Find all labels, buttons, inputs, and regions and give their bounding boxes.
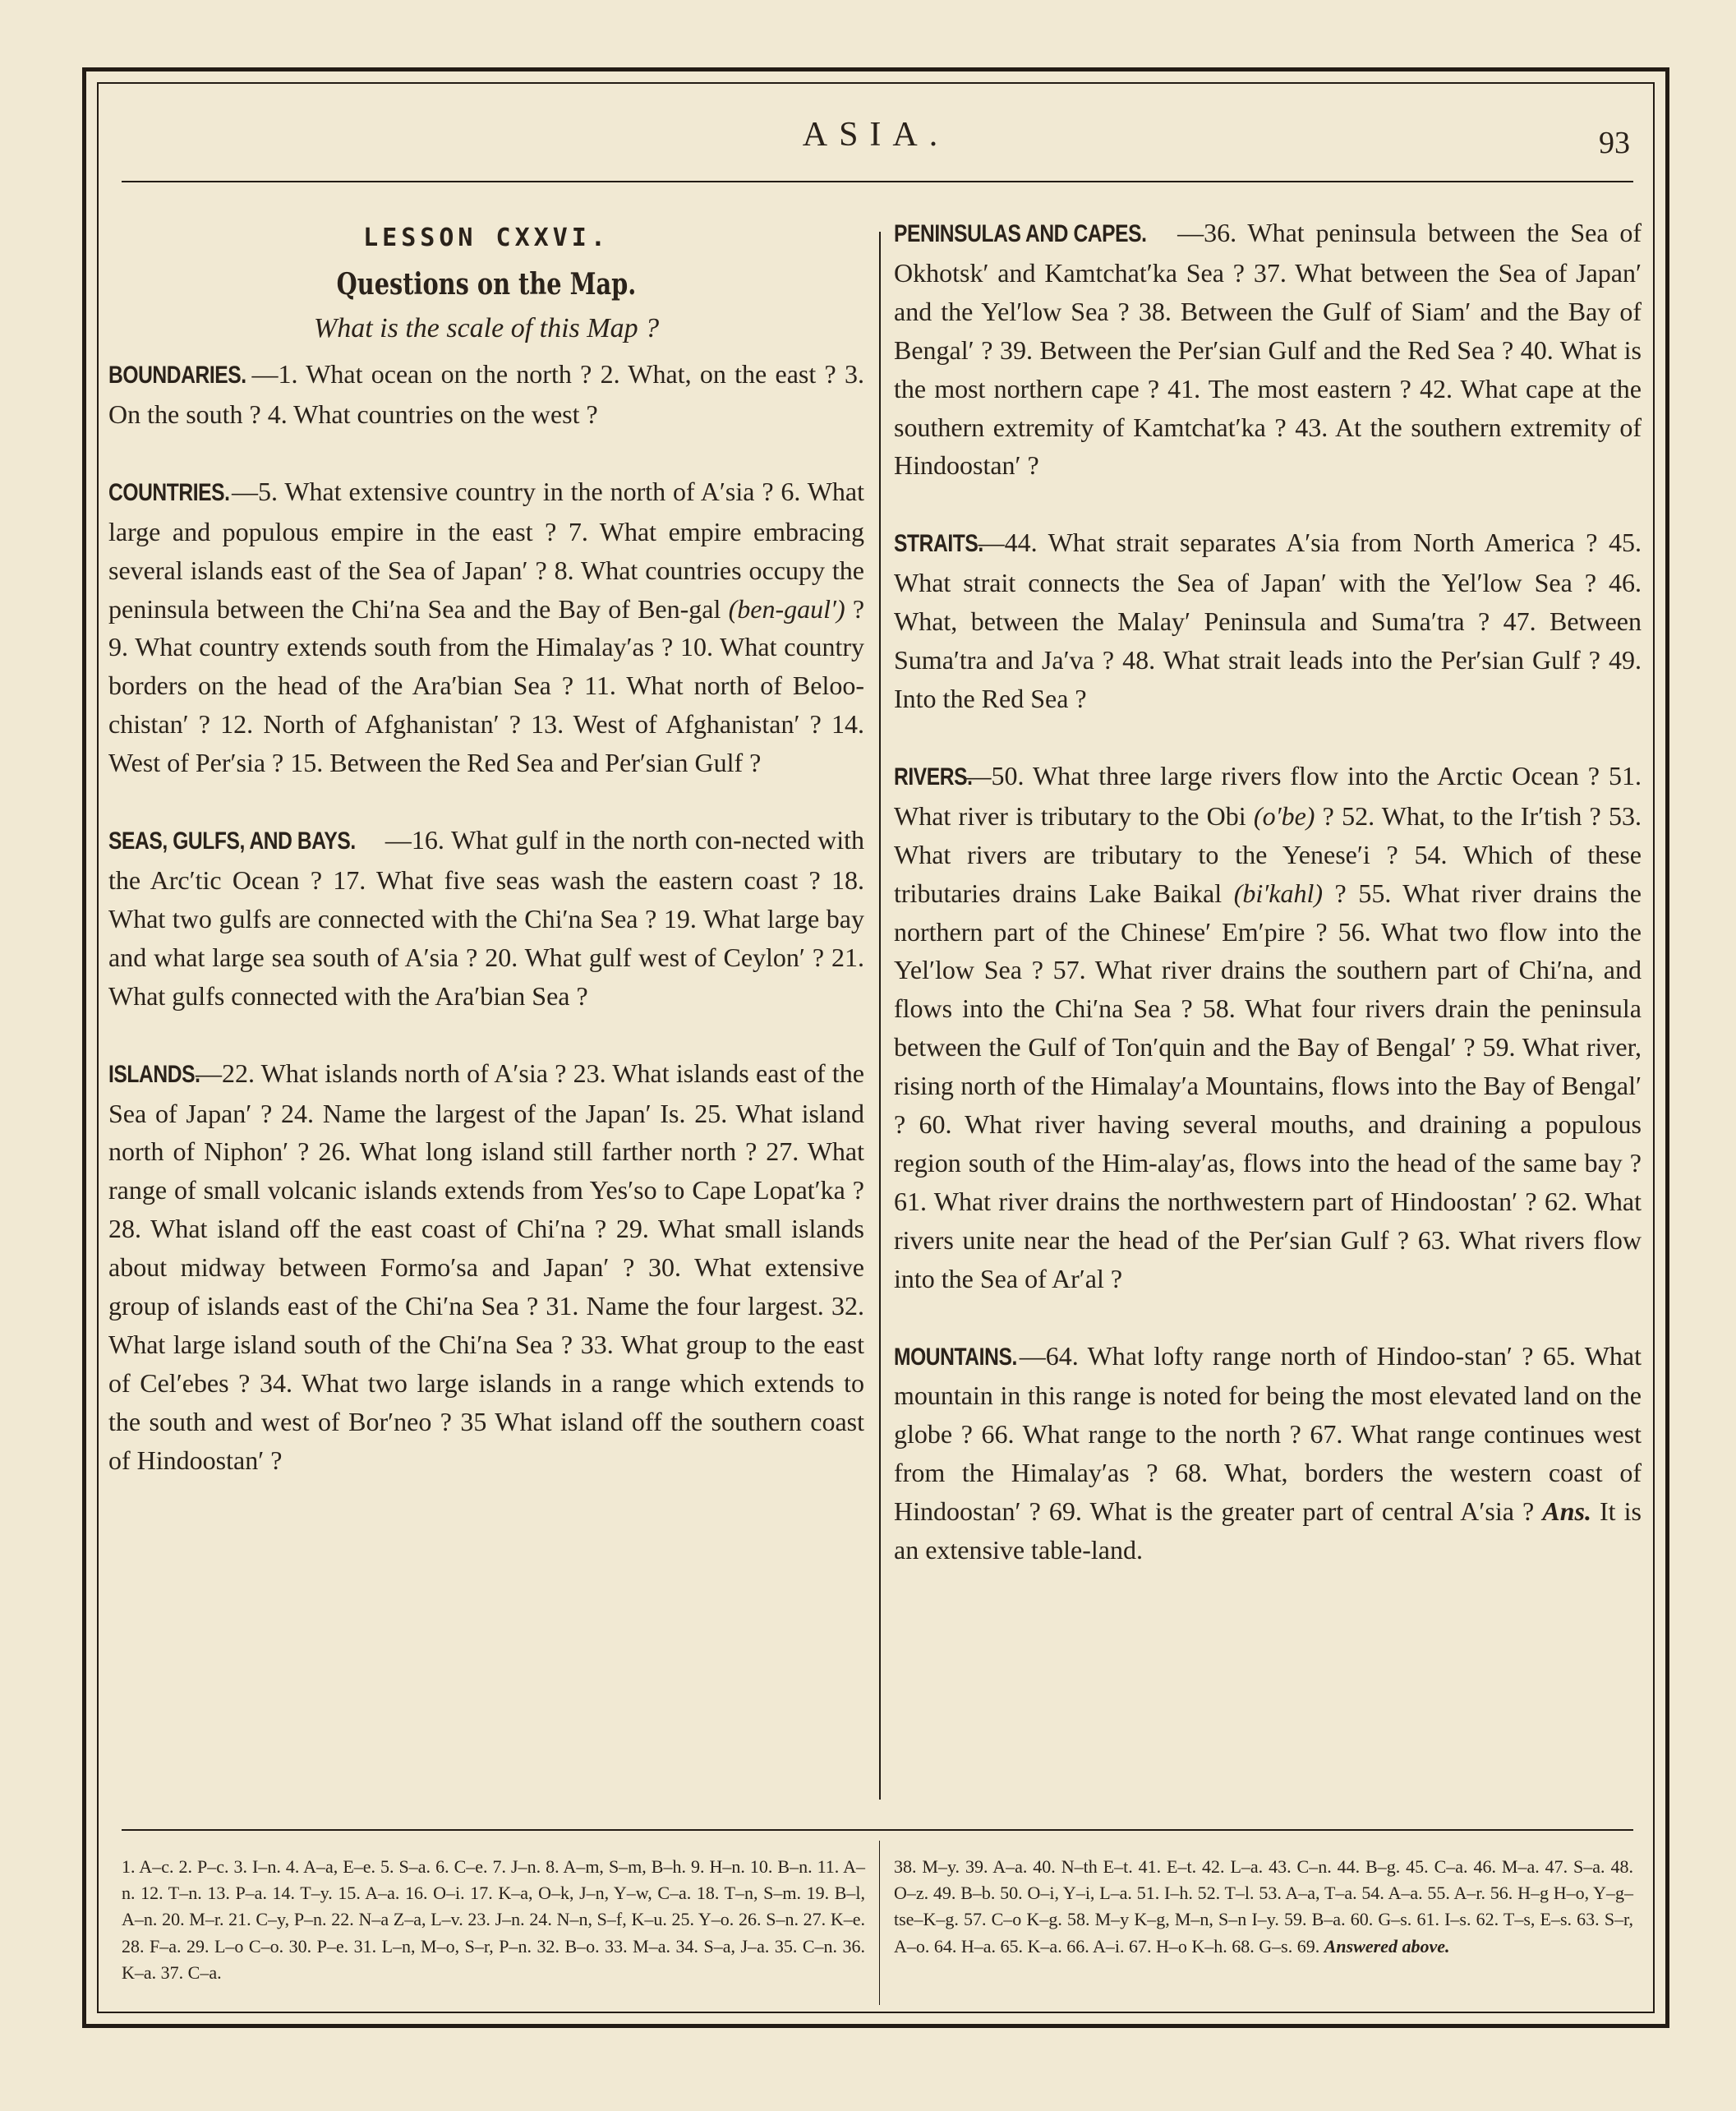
right-column	[894, 214, 1642, 1569]
section-text: —5. What extensive country in the north of A′sia ? 6. What large and populous empire in the east ? 7. What empire embracing several islands east of the Sea of Japan′ ? 8. What countries occupy the peninsula between the Chi′na Sea and the Bay of Ben-gal	[108, 476, 864, 624]
page-title: ASIA.	[802, 116, 950, 154]
section-heading: COUNTRIES.	[108, 478, 230, 506]
column-divider	[879, 232, 881, 1800]
answers-column-divider	[879, 1841, 880, 2005]
running-head	[97, 115, 1655, 164]
scale-question: What is the scale of this Map ?	[313, 313, 660, 343]
section-seas	[108, 821, 864, 1016]
header-rule	[122, 181, 1633, 182]
section-heading: PENINSULAS AND CAPES.	[894, 220, 1147, 247]
answers-right	[894, 1854, 1633, 1960]
answer-text: It is an extensive table-land.	[894, 1496, 1642, 1565]
section-text: —1. What ocean on the north ? 2. What, on the east ? 3. On the south ? 4. What countries on the west ?	[108, 359, 864, 429]
section-islands	[108, 1054, 864, 1480]
section-text: —44. What strait separates A′sia from North America ? 45. What strait connects the Sea of Japan′ with the Yel′low Sea ? 46. What, between the Malay′ Peninsula and Suma′tra ? 47. Between Suma′tra and Ja′va ? 48. What strait leads into the Per′sian Gulf ? 49. Into the Red Sea ?	[894, 528, 1642, 713]
section-boundaries	[108, 355, 864, 434]
section-heading: STRAITS.	[894, 530, 983, 558]
section-straits	[894, 523, 1642, 718]
section-text: —36. What peninsula between the Sea of Okhotsk′ and Kamtchat′ka Sea ? 37. What between the Sea of Japan′ and the Yel′low Sea ? 38. Between the Gulf of Siam′ and the Bay of Bengal′ ? 39. Between the Per′sian Gulf and the Red Sea ? 40. What is the most northern cape ? 41. The most eastern ? 42. What cape at the southern extremity of Kamtchat′ka ? 43. At the southern extremity of Hindoostan′ ?	[894, 218, 1642, 481]
section-peninsulas	[894, 214, 1642, 485]
section-text: —64. What lofty range north of Hindoo-stan′ ? 65. What mountain in this range is noted for being the most elevated land on the globe ? 66. What range to the north ? 67. What range continues west from the Himalay′as ? 68. What, borders the western coast of Hindoostan′ ? 69. What is the greater part of central A′sia ?	[894, 1340, 1642, 1527]
section-rivers	[894, 757, 1642, 1298]
answered-above: Answered above.	[1324, 1935, 1450, 1957]
page-number: 93	[1599, 126, 1630, 160]
section-text: —22. What islands north of A′sia ? 23. What islands east of the Sea of Japan′ ? 24. Name the largest of the Japan′ Is. 25. What island north of Niphon′ ? 26. What long island still farther north ? 27. What range of small volcanic islands extends from Yes′so to Cape Lopat′ka ? 28. What island off the east coast of Chi′na ? 29. What small islands about midway between Formo′sa and Japan′ ? 30. What extensive group of islands east of the Chi′na Sea ? 31. Name the four largest. 32. What large island south of the Chi′na Sea ? 33. What group to the east of Cel′ebes ? 34. What two large islands in a range which extends to the south and west of Bor′neo ? 35 What island off the southern coast of Hindoostan′ ?	[108, 1058, 864, 1475]
answers-rule	[122, 1829, 1633, 1831]
section-heading: ISLANDS.	[108, 1060, 200, 1088]
pronunciation-baikal: (bi′kahl)	[1233, 878, 1323, 908]
left-column	[108, 214, 864, 1480]
section-text-end: ? 55. What river drains the northern part of the Chinese′ Em′pire ? 56. What two flow into the Yel′low Sea ? 57. What river drains the southern part of Chi′na, and flows into the Chi′na Sea ? 58. What four rivers drain the peninsula between the Gulf of Ton′quin and the Bay of Bengal′ ? 59. What river, rising north of the Himalay′a Mountains, flows into the Bay of Bengal′ ? 60. What river having several mouths, and draining a populous region south of the Him-alay′as, flows into the head of the same bay ? 61. What river drains the northwestern part of Hindoostan′ ? 62. What rivers unite near the head of the Per′sian Gulf ? 63. What rivers flow into the Sea of Ar′al ?	[894, 878, 1642, 1293]
section-text-continued: ? 52. What, to the Ir′tish ? 53. What rivers are tributary to the Yenese′i ? 54. Which of these tributaries drains Lake Baikal	[894, 800, 1642, 908]
answer-label: Ans.	[1542, 1496, 1591, 1527]
answers-right-text: 38. M–y. 39. A–a. 40. N–th E–t. 41. E–t. 42. L–a. 43. C–n. 44. B–g. 45. C–a. 46. M–a. 47. S–a. 48. O–z. 49. B–b. 50. O–i, Y–i, L–a. 51. I–h. 52. T–l. 53. A–a, T–a. 54. A–a. 55. A–r. 56. H–g H–o, Y–g–tse–K–g. 57. C–o K–g. 58. M–y K–g, M–n, S–n I–y. 59. B–a. 60. G–s. 61. I–s. 62. T–s, E–s. 63. S–r, A–o. 64. H–a. 65. K–a. 66. A–i. 67. H–o K–h. 68. G–s. 69.	[894, 1856, 1633, 1957]
section-heading: MOUNTAINS.	[894, 1343, 1017, 1371]
section-heading: BOUNDARIES.	[108, 362, 246, 389]
section-text: —16. What gulf in the north con-nected with the Arc′tic Ocean ? 17. What five seas wash the eastern coast ? 18. What two gulfs are connected with the Chi′na Sea ? 19. What large bay and what large sea south of A′sia ? 20. What gulf west of Ceylon′ ? 21. What gulfs connected with the Ara′bian Sea ?	[108, 825, 864, 1011]
section-mountains	[894, 1337, 1642, 1569]
section-heading: SEAS, GULFS, AND BAYS.	[108, 827, 356, 855]
section-heading: RIVERS.	[894, 763, 973, 790]
lesson-subtitle: Questions on the Map.	[336, 267, 637, 302]
pronunciation-obi: (o′be)	[1253, 800, 1315, 831]
pronunciation: (ben-gaul′)	[728, 593, 845, 624]
section-countries	[108, 472, 864, 782]
section-text: —50. What three large rivers flow into the Arctic Ocean ? 51. What river is tributary to the Obi	[894, 760, 1642, 831]
lesson-number: LESSON CXXVI.	[363, 224, 610, 252]
section-text-continued: ? 9. What country extends south from the Himalay′as ? 10. What country borders on the head of the Ara′bian Sea ? 11. What north of Beloo-chistan′ ? 12. North of Afghanistan′ ? 13. West of Afghanistan′ ? 14. West of Per′sia ? 15. Between the Red Sea and Per′sian Gulf ?	[108, 593, 865, 778]
answers-left: 1. A–c. 2. P–c. 3. I–n. 4. A–a, E–e. 5. S–a. 6. C–e. 7. J–n. 8. A–m, S–m, B–h. 9. H–n. 10. B–n. 11. A–n. 12. T–n. 13. P–a. 14. T–y. 15. A–a. 16. O–i. 17. K–a, O–k, J–n, Y–w, C–a. 18. T–n, S–m. 19. B–l, A–n. 20. M–r. 21. C–y, P–n. 22. N–a Z–a, L–v. 23. J–n. 24. N–n, S–f, K–u. 25. Y–o. 26. S–n. 27. K–e. 28. F–a. 29. L–o C–o. 30. P–e. 31. L–n, M–o, S–r, P–n. 32. B–o. 33. M–a. 34. S–a, J–a. 35. C–n. 36. K–a. 37. C–a.	[122, 1856, 865, 1983]
